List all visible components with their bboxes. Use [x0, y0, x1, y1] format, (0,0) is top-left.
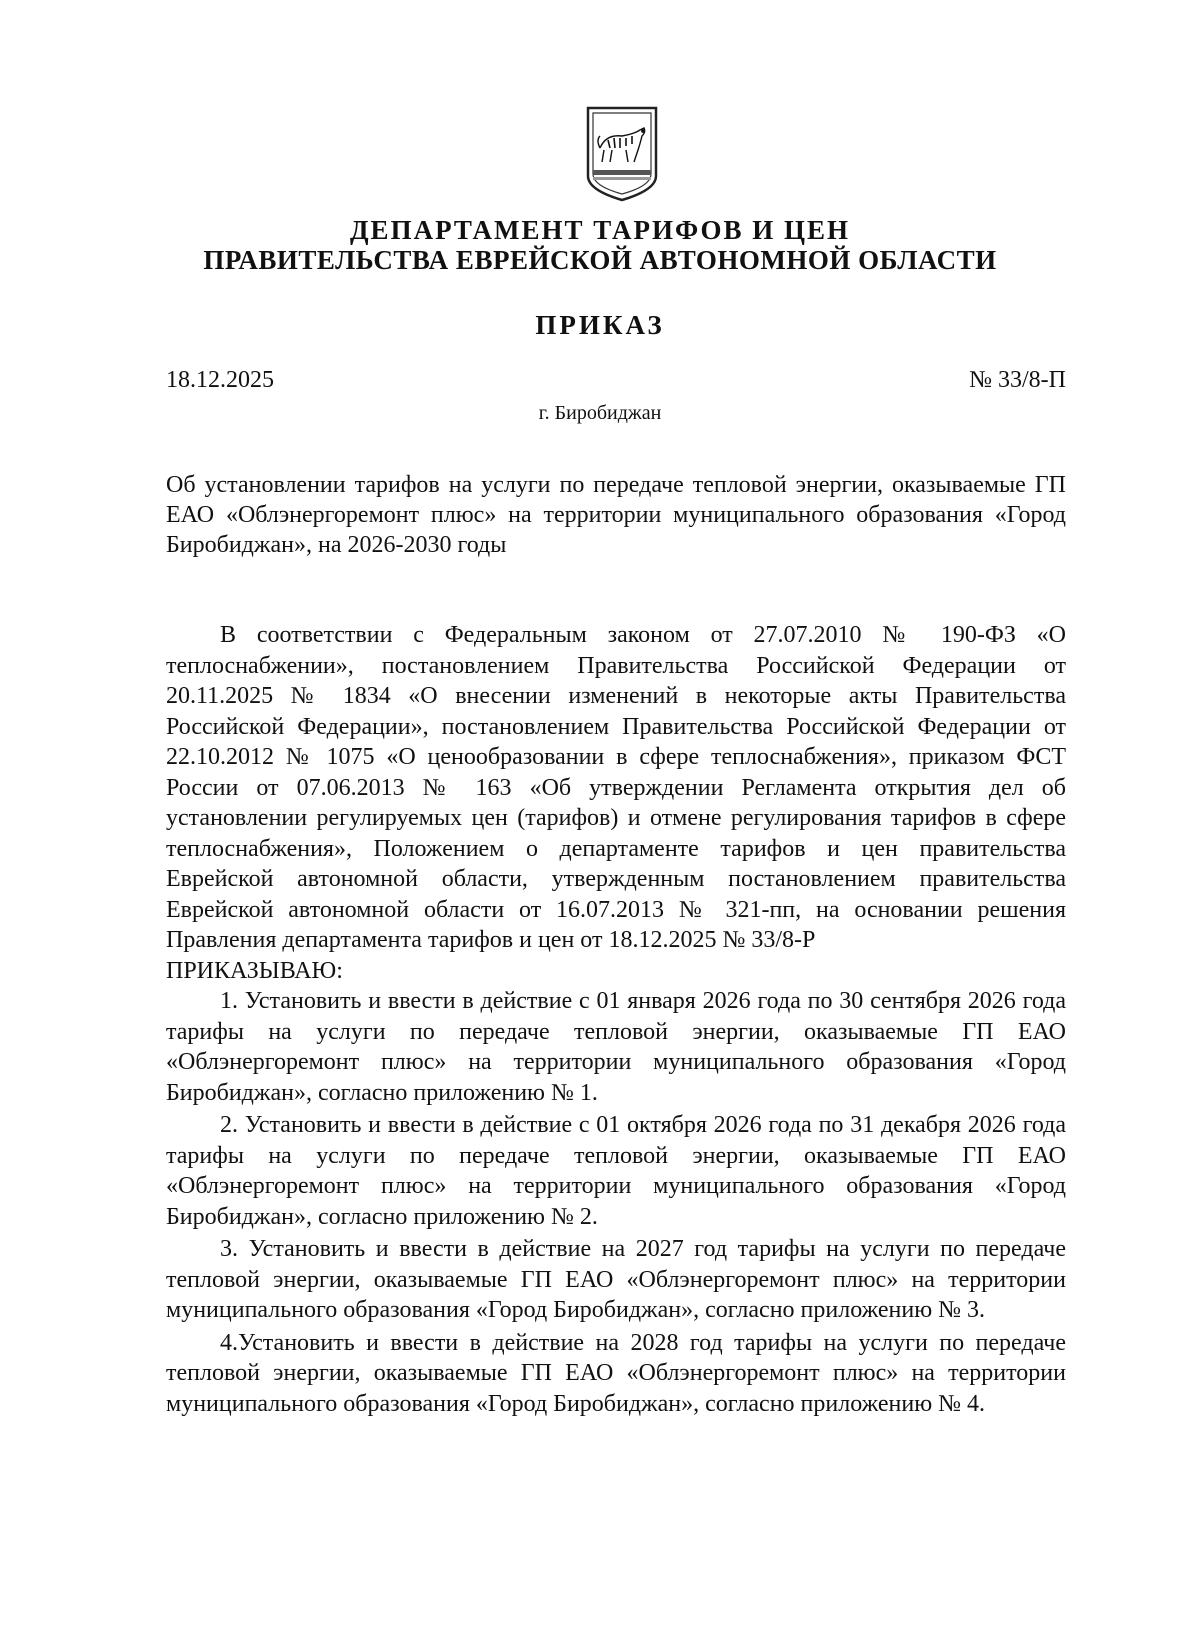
department-name-line2: ПРАВИТЕЛЬСТВА ЕВРЕЙСКОЙ АВТОНОМНОЙ ОБЛАСТИ	[203, 245, 997, 275]
order-item-4: 4.Установить и ввести в действие на 2028 год тарифы на услуги по передаче тепловой энергии, оказываемые ГП ЕАО «Облэнергоремонт плюс» на территории муниципального образования «Город Биробиджан», согласно приложению № 4.	[166, 1329, 1066, 1417]
document-city: г. Биробиджан	[538, 402, 662, 424]
order-item-1: 1. Установить и ввести в действие с 01 января 2026 года по 30 сентября 2026 года тарифы на услуги по передаче тепловой энергии, оказываемые ГП ЕАО «Облэнергоремонт плюс» на территории муниципального образования «Город Биробиджан», согласно приложению № 1.	[166, 988, 1066, 1106]
document-subject: Об установлении тарифов на услуги по передаче тепловой энергии, оказываемые ГП ЕАО «Облэнергоремонт плюс» на территории муниципального образования «Город Биробиджан», на 2026-2030 годы	[166, 472, 1066, 558]
coat-of-arms-icon	[582, 104, 662, 204]
document-body	[166, 620, 1066, 1421]
document-number: № 33/8-П	[969, 367, 1066, 393]
order-item-3: 3. Установить и ввести в действие на 2027 год тарифы на услуги по передаче тепловой энергии, оказываемые ГП ЕАО «Облэнергоремонт плюс» на территории муниципального образования «Город Биробиджан», согласно приложению № 3.	[166, 1236, 1066, 1323]
order-word: ПРИКАЗЫВАЮ:	[166, 957, 343, 984]
department-name-line1: ДЕПАРТАМЕНТ ТАРИФОВ И ЦЕН	[349, 215, 851, 245]
preamble-paragraph: В соответствии с Федеральным законом от 27.07.2010 № 190-ФЗ «О теплоснабжении», постановлением Правительства Российской Федерации от 20.11.2025 № 1834 «О внесении изменений в некоторые акты Правительства Российской Федерации», постановлением Правительства Российской Федерации от 22.10.2012 № 1075 «О ценообразовании в сфере теплоснабжения», приказом ФСТ России от 07.06.2013 № 163 «Об утверждении Регламента открытия дел об установлении регулируемых цен (тарифов) и отмене регулирования тарифов в сфере теплоснабжения», Положением о департаменте тарифов и цен правительства Еврейской автономной области, утвержденным постановлением правительства Еврейской автономной области от 16.07.2013 № 321-пп, на основании решения Правления департамента тарифов и цен от 18.12.2025 № 33/8-Р	[166, 622, 1066, 953]
order-item-2: 2. Установить и ввести в действие с 01 октября 2026 года по 31 декабря 2026 года тарифы на услуги по передаче тепловой энергии, оказываемые ГП ЕАО «Облэнергоремонт плюс» на территории муниципального образования «Город Биробиджан», согласно приложению № 2.	[166, 1112, 1066, 1230]
document-date: 18.12.2025	[166, 367, 274, 393]
document-type: ПРИКАЗ	[535, 310, 665, 340]
